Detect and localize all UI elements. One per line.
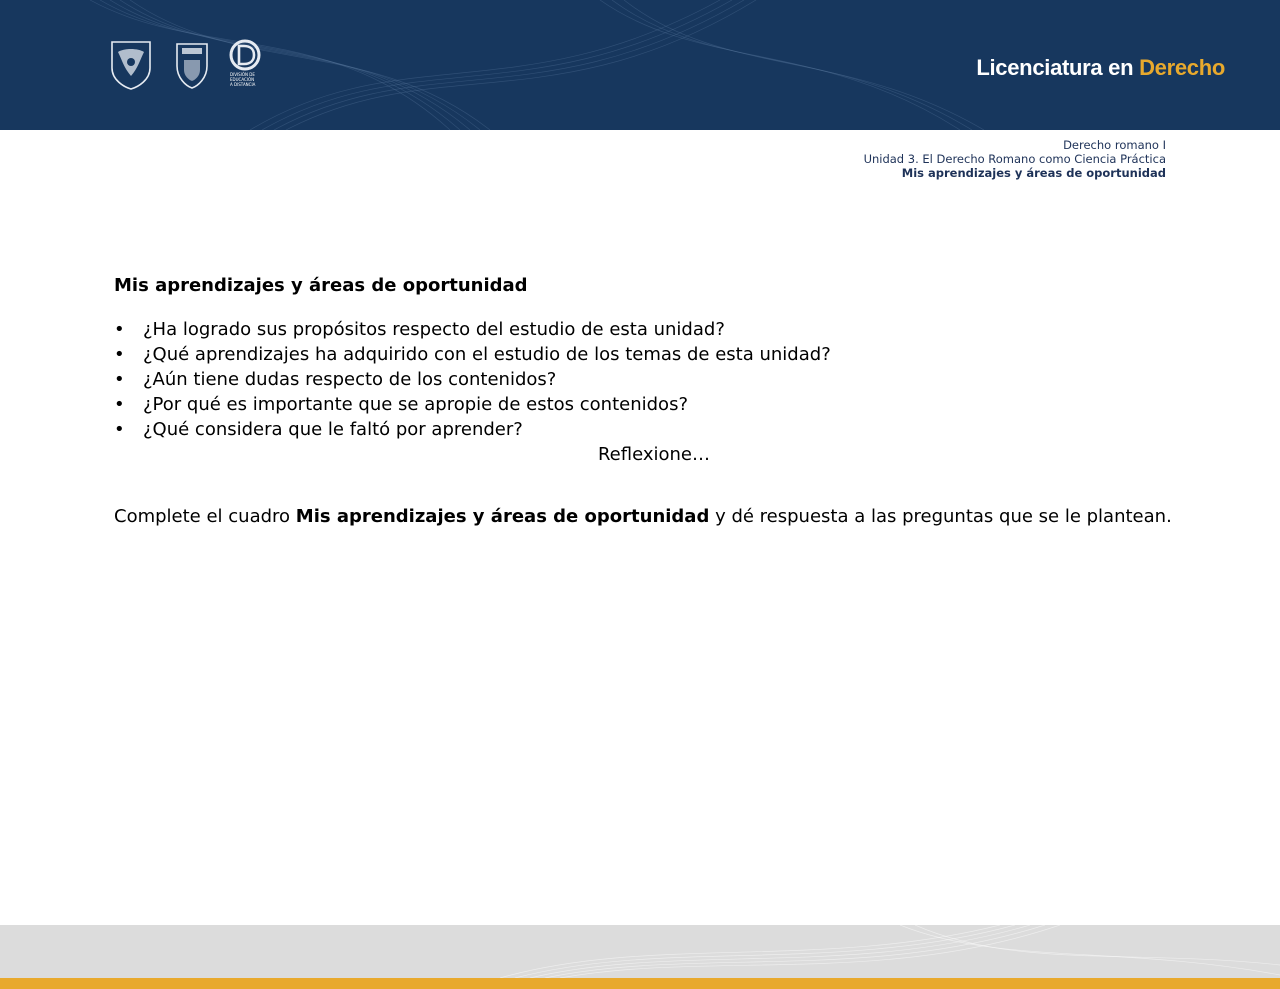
unam-seal-icon [108, 38, 154, 90]
bullet-icon: • [114, 319, 125, 340]
breadcrumb [864, 138, 1166, 180]
footer-band [0, 925, 1280, 978]
header-banner [0, 0, 1280, 130]
breadcrumb-course: Derecho romano I [1063, 138, 1166, 152]
program-title [976, 55, 1225, 81]
bullet-icon: • [114, 344, 125, 365]
list-item [114, 342, 831, 367]
instruction-start: Complete el cuadro [114, 506, 296, 527]
instruction-bold: Mis aprendizajes y áreas de oportunidad [295, 506, 710, 527]
question-text: ¿Ha logrado sus propósitos respecto del estudio de esta unidad? [143, 319, 725, 340]
breadcrumb-unit: Unidad 3. El Derecho Romano como Ciencia Práctica [863, 152, 1166, 166]
program-title-prefix: Licenciatura en [976, 55, 1140, 80]
list-item [114, 417, 831, 442]
question-text: ¿Aún tiene dudas respecto de los contenidos? [143, 369, 557, 390]
list-item [114, 317, 831, 342]
cuaed-logo-icon [228, 38, 262, 72]
reflection-questions-list [114, 317, 831, 442]
instruction-end: y dé respuesta a las preguntas que se le plantean. [709, 506, 1172, 527]
bullet-icon: • [114, 419, 125, 440]
cuaed-caption-line: A DISTANCIA [230, 82, 256, 87]
reflect-prompt: Reflexione… [597, 444, 711, 465]
footer-accent-line [0, 978, 1280, 989]
bullet-icon: • [114, 369, 125, 390]
program-title-accent: Derecho [1139, 55, 1225, 80]
question-text: ¿Por qué es importante que se apropie de estos contenidos? [143, 394, 689, 415]
question-text: ¿Qué considera que le faltó por aprender? [143, 419, 523, 440]
cuaed-logo-caption [230, 72, 270, 87]
instruction-text [114, 504, 1172, 529]
bullet-icon: • [114, 394, 125, 415]
cuaed-caption-line: DIVISIÓN DE [230, 72, 255, 77]
list-item [114, 392, 831, 417]
footer-wave-decoration [0, 925, 1280, 978]
breadcrumb-section: Mis aprendizajes y áreas de oportunidad [901, 166, 1166, 180]
fesa-seal-icon [174, 38, 210, 90]
list-item [114, 367, 831, 392]
question-text: ¿Qué aprendizajes ha adquirido con el estudio de los temas de esta unidad? [143, 344, 831, 365]
section-heading: Mis aprendizajes y áreas de oportunidad [114, 275, 528, 296]
cuaed-caption-line: EDUCACIÓN [230, 77, 255, 82]
